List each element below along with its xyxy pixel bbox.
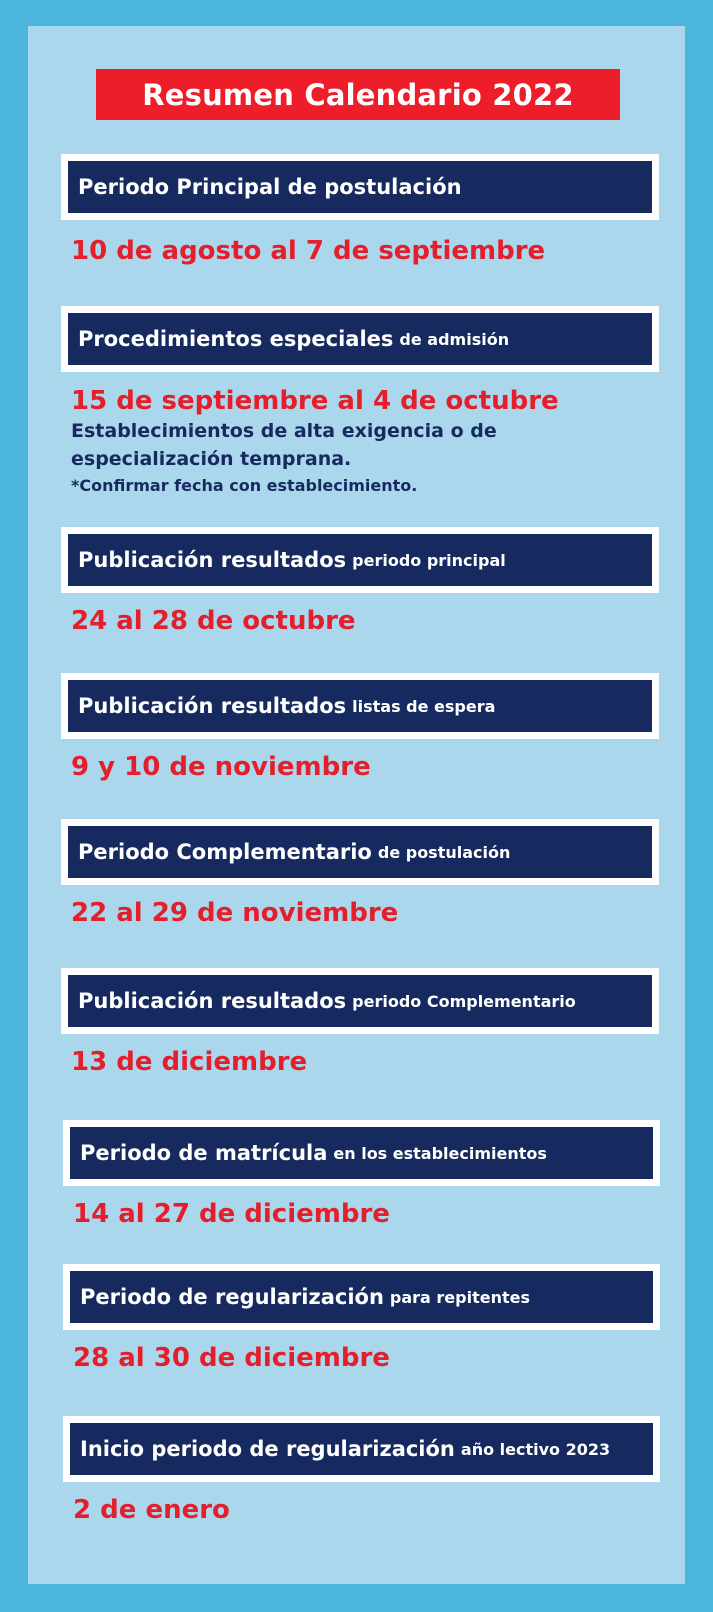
section-subheading: periodo principal [352,550,506,570]
section-date: 24 al 28 de octubre [71,606,356,636]
section-header [63,1264,660,1330]
section-subheading: listas de espera [352,696,496,716]
section-note: especialización temprana. [71,448,352,470]
section-subheading: de postulación [377,842,511,862]
section-subheading: en los establecimientos [333,1143,547,1163]
section-header [61,968,659,1034]
section-header [63,1120,660,1186]
section-subheading: de admisión [399,329,510,349]
section-note: Establecimientos de alta exigencia o de [71,420,497,442]
section-subheading: para repitentes [389,1287,531,1307]
section-date: 2 de enero [73,1495,230,1525]
section-heading: Periodo de matrícula [80,1141,328,1165]
section-header [61,306,659,372]
section-header [63,1416,660,1482]
section-note: *Confirmar fecha con establecimiento. [71,476,418,495]
section-header [61,154,659,220]
section-heading: Periodo de regularización [80,1285,384,1309]
section-heading: Publicación resultados [78,548,347,572]
section-date: 14 al 27 de diciembre [73,1199,390,1229]
section-date: 9 y 10 de noviembre [71,752,371,782]
section-date: 22 al 29 de noviembre [71,898,399,928]
section-heading: Procedimientos especiales [78,327,394,351]
section-date: 28 al 30 de diciembre [73,1343,390,1373]
page-title: Resumen Calendario 2022 [96,69,620,120]
section-heading: Periodo Complementario [78,840,372,864]
section-heading: Publicación resultados [78,989,347,1013]
section-header [61,527,659,593]
section-date: 13 de diciembre [71,1047,308,1077]
section-subheading: periodo Complementario [352,991,576,1011]
section-date: 10 de agosto al 7 de septiembre [71,236,546,266]
section-header [61,673,659,739]
section-heading: Periodo Principal de postulación [78,175,462,199]
section-date: 15 de septiembre al 4 de octubre [71,386,559,416]
section-header [61,819,659,885]
section-heading: Publicación resultados [78,694,347,718]
section-heading: Inicio periodo de regularización [80,1437,455,1461]
section-subheading: año lectivo 2023 [460,1439,611,1459]
